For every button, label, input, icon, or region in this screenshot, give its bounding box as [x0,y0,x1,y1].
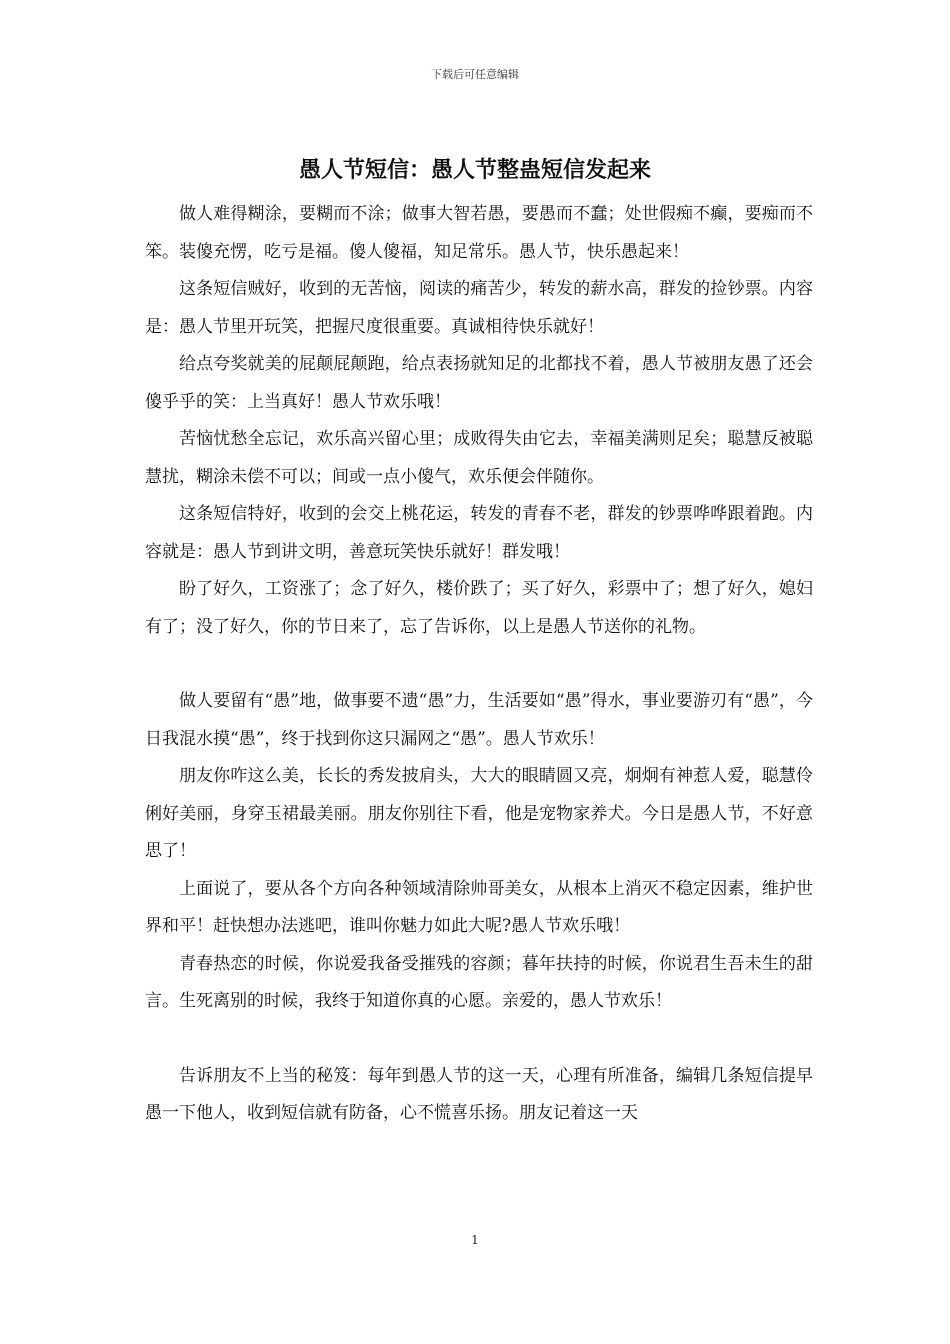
paragraph-11: 告诉朋友不上当的秘笈：每年到愚人节的这一天，心理有所准备，编辑几条短信提早愚一下他人，收到短信就有防备，心不慌喜乐扬。朋友记着这一天 [145,1065,813,1123]
document-body [145,196,813,1133]
paragraph-8: 朋友你咋这么美，长长的秀发披肩头，大大的眼睛圆又亮，炯炯有神惹人爱，聪慧伶俐好美丽，身穿玉裙最美丽。朋友你别往下看，他是宠物家养犬。今日是愚人节，不好意思了！ [145,766,813,861]
paragraph-2: 这条短信贼好，收到的无苦恼，阅读的痛苦少，转发的薪水高，群发的捡钞票。内容是：愚人节里开玩笑，把握尺度很重要。真诚相待快乐就好！ [145,279,813,337]
page-number: 1 [471,1233,479,1247]
document-title: 愚人节短信：愚人节整蛊短信发起来 [298,157,651,183]
paragraph-6: 盼了好久，工资涨了；念了好久，楼价跌了；买了好久，彩票中了；想了好久，媳妇有了；没了好久，你的节日来了，忘了告诉你，以上是愚人节送你的礼物。 [145,579,813,637]
paragraph-3: 给点夸奖就美的屁颠屁颠跑，给点表扬就知足的北都找不着，愚人节被朋友愚了还会傻乎乎的笑：上当真好！愚人节欢乐哦！ [145,354,813,412]
paragraph-4: 苦恼忧愁全忘记，欢乐高兴留心里；成败得失由它去，幸福美满则足矣；聪慧反被聪慧扰，糊涂未偿不可以；间或一点小傻气，欢乐便会伴随你。 [145,429,813,487]
paragraph-spacer [145,646,813,683]
page-header: 下载后可任意编辑 [431,68,519,81]
paragraph-7: 做人要留有“愚”地，做事要不遗“愚”力，生活要如“愚”得水，事业要游刃有“愚”，今日我混水摸“愚”，终于找到你这只漏网之“愚”。愚人节欢乐！ [145,691,813,749]
paragraph-1: 做人难得糊涂，要糊而不涂；做事大智若愚，要愚而不蠢；处世假痴不癫，要痴而不笨。装傻充愣，吃亏是福。傻人傻福，知足常乐。愚人节，快乐愚起来！ [145,204,813,262]
paragraph-5: 这条短信特好，收到的会交上桃花运，转发的青春不老，群发的钞票哗哗跟着跑。内容就是：愚人节到讲文明，善意玩笑快乐就好！群发哦！ [145,504,813,562]
paragraph-10: 青春热恋的时候，你说爱我备受摧残的容颜；暮年扶持的时候，你说君生吾未生的甜言。生死离别的时候，我终于知道你真的心愿。亲爱的，愚人节欢乐！ [145,953,813,1011]
paragraph-spacer [145,1021,813,1058]
paragraph-9: 上面说了，要从各个方向各种领域清除帅哥美女，从根本上消灭不稳定因素，维护世界和平！赶快想办法逃吧，谁叫你魅力如此大呢?愚人节欢乐哦！ [145,878,813,936]
